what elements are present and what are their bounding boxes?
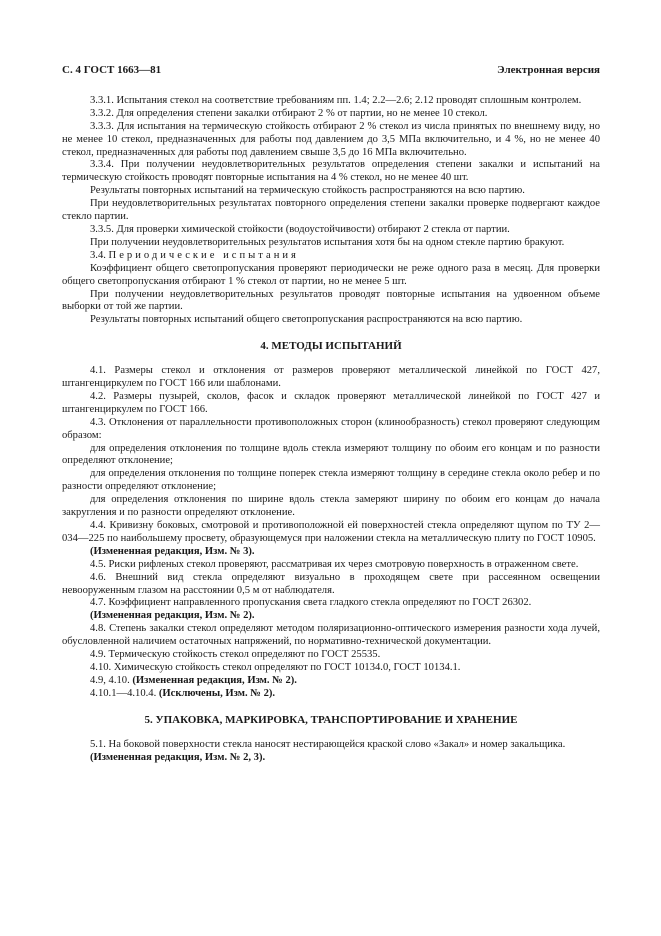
paragraph xyxy=(62,688,600,701)
edition-note: (Измененная редакция, Изм. № 3). xyxy=(90,545,255,557)
page-header xyxy=(62,64,600,77)
paragraph: 4.9. Термическую стойкость стекол определяют по ГОСТ 25535. xyxy=(90,649,381,661)
paragraph: 3.3.2. Для определения степени закалки отбирают 2 % от партии, но не менее 10 стекол. xyxy=(90,107,488,119)
subsection-heading xyxy=(62,250,600,263)
section-heading: 5. УПАКОВКА, МАРКИРОВКА, ТРАНСПОРТИРОВАНИЕ И ХРАНЕНИЕ xyxy=(144,713,518,726)
paragraph: 4.3. Отклонения от параллельности противоположных сторон (клинообразность) стекол проверяют следующим образом: xyxy=(62,416,600,441)
section-heading: 4. МЕТОДЫ ИСПЫТАНИЙ xyxy=(260,340,402,353)
paragraph: При неудовлетворительных результатах повторного определения степени закалки проверке подвергают каждое стекло партии. xyxy=(62,198,600,223)
paragraph-number: 4.9, 4.10. xyxy=(90,674,130,686)
paragraph: 3.3.3. Для испытания на термическую стойкость отбирают 2 % стекол из числа принятых по внешнему виду, но не менее 10 стекол, предназначенных для работы под давлением до 3,5 МПа включительно, и 4 %, но не менее 40 стекол, предназначенных для работы под давлением свыше 3,5 до 16 МПа включительно. xyxy=(62,120,600,158)
paragraph: 4.2. Размеры пузырей, сколов, фасок и складок проверяют металлической линейкой по ГОСТ 427 и штангенциркулем по ГОСТ 166. xyxy=(62,390,600,415)
paragraph: 4.1. Размеры стекол и отклонения от размеров проверяют металлической линейкой по ГОСТ 427, штангенциркулем по ГОСТ 166 или шаблонами. xyxy=(62,365,600,390)
paragraph-number: 4.10.1—4.10.4. xyxy=(90,687,157,699)
paragraph: 4.10. Химическую стойкость стекол определяют по ГОСТ 10134.0, ГОСТ 10134.1. xyxy=(90,661,461,673)
header-left: С. 4 ГОСТ 1663—81 xyxy=(62,64,162,76)
paragraph: 4.7. Коэффициент направленного пропускания света гладкого стекла определяют по ГОСТ 26302. xyxy=(90,597,532,609)
paragraph: 3.3.1. Испытания стекол на соответствие требованиям пп. 1.4; 2.2—2.6; 2.12 проводят сплошным контролем. xyxy=(90,94,582,106)
document-page xyxy=(62,64,600,764)
paragraph: При получении неудовлетворительных результатов проводят повторные испытания на удвоенном объеме выборки от той же партии. xyxy=(62,288,600,313)
edition-note: (Измененная редакция, Изм. № 2, 3). xyxy=(90,751,266,763)
paragraph: для определения отклонения по ширине вдоль стекла замеряют ширину по обоим его концам до начала закругления и по разности определяют отклонение. xyxy=(62,494,600,519)
paragraph: 5.1. На боковой поверхности стекла наносят нестирающейся краской слово «Закал» и номер закальщика. xyxy=(90,738,566,750)
edition-note: (Измененная редакция, Изм. № 2). xyxy=(132,674,297,686)
paragraph: 4.8. Степень закалки стекол определяют методом поляризационно-оптического измерения разности хода лучей, обусловленной наличием остаточных напряжений, по нормативно-технической документации. xyxy=(62,623,600,648)
paragraph: 4.5. Риски рифленых стекол проверяют, рассматривая их через смотровую поверхность в отраженном свете. xyxy=(90,558,579,570)
edition-note: (Измененная редакция, Изм. № 2). xyxy=(90,610,255,622)
paragraph: 4.4. Кривизну боковых, смотровой и противоположной ей поверхностей стекла определяют щупом по ТУ 2—034—225 по наибольшему просвету, образующемуся при наложении стекла на металлическую плиту по ГОСТ 10905. xyxy=(62,520,600,544)
edition-note: (Исключены, Изм. № 2). xyxy=(158,687,276,699)
paragraph: Результаты повторных испытаний общего светопропускания распространяются на всю партию. xyxy=(90,314,523,326)
paragraph: 4.6. Внешний вид стекла определяют визуально в проходящем свете при рассеянном освещении невооруженным глазом на расстоянии 0,5 м от наблюдателя. xyxy=(62,571,600,596)
paragraph: При получении неудовлетворительных результатов испытания хотя бы на одном стекле партию бракуют. xyxy=(90,236,565,248)
paragraph: 3.3.4. При получении неудовлетворительных результатов определения степени закалки и испытаний на термическую стойкость проводят повторные испытания на 4 % стекол, но не менее 40 шт. xyxy=(62,159,600,184)
section-4-body xyxy=(62,365,600,675)
paragraph: для определения отклонения по толщине поперек стекла измеряют толщину в середине стекла около ребер и по разности определяют отклонение; xyxy=(62,468,600,493)
paragraph: Результаты повторных испытаний на термическую стойкость распространяются на всю партию. xyxy=(90,185,525,197)
paragraph xyxy=(62,675,600,688)
subsection-title: Периодические испытания xyxy=(108,249,299,261)
header-right: Электронная версия xyxy=(497,64,600,76)
paragraph: 3.3.5. Для проверки химической стойкости (водоустойчивости) отбирают 2 стекла от партии. xyxy=(90,223,510,235)
subsection-number: 3.4. xyxy=(90,249,106,261)
paragraph: для определения отклонения по толщине вдоль стекла измеряют толщину по обоим его концам и по разности определяют отклонение; xyxy=(62,442,600,467)
paragraph: Коэффициент общего светопропускания проверяют периодически не реже одного раза в месяц. Для проверки общего светопропускания отбирают 1 % стекол от партии, но не менее 5 шт. xyxy=(62,262,600,287)
